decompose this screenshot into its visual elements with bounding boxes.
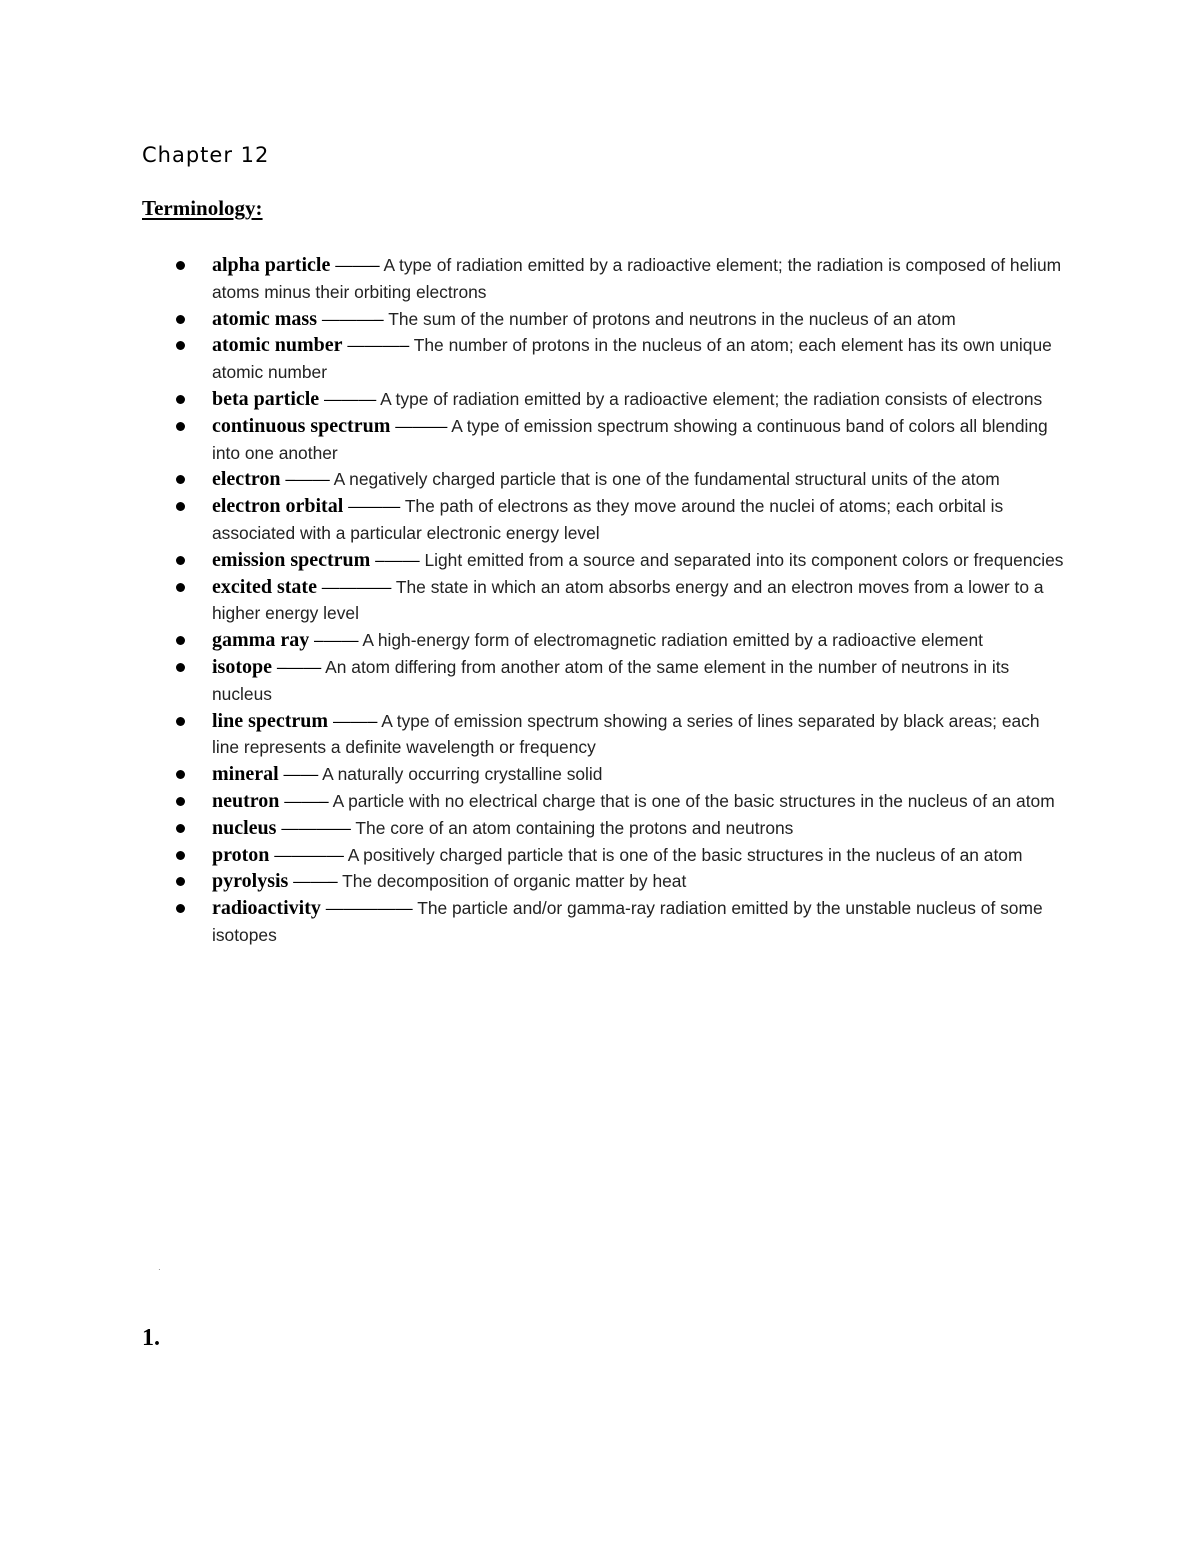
term-dash: ———— [274,844,344,865]
bullet-icon [176,315,185,324]
page-number: 1. [142,1325,160,1351]
term-definition: The number of protons in the nucleus of an atom; each element has its own unique atomic number [212,335,1052,383]
bullet-icon [176,663,185,672]
term-list-item [0,332,1200,386]
term-dash: ———– [321,308,384,329]
term-dash: –—— [314,630,359,651]
term-list-item [0,547,1200,574]
term-definition: The path of electrons as they move around the nuclei of atoms; each orbital is associated with a particular electronic energy level [212,496,1004,543]
bullet-icon [176,422,185,431]
term-definition: A type of emission spectrum showing a continuous band of colors all blending into one another [212,415,1048,463]
bullet-icon [176,904,185,913]
chapter-title: Chapter 12 [142,143,270,167]
term-dash: ——– [293,871,338,892]
term-dash: ————— [325,898,413,919]
term-list-item [0,252,1200,306]
term-definition: The core of an atom containing the protons and neutrons [355,817,794,838]
term-dash: –—— [285,469,330,490]
stray-mark: · [158,1265,161,1274]
bullet-icon [176,341,185,350]
bullet-icon [176,502,185,511]
term-name: atomic mass [212,307,317,330]
bullet-icon [176,797,185,806]
term-list-item [0,842,1200,869]
term-dash: ———— [321,576,392,597]
term-list-item [0,708,1200,762]
term-definition: A type of radiation emitted by a radioactive element; the radiation consists of electrons [380,388,1043,409]
term-definition: Light emitted from a source and separated into its component colors or frequencies [424,549,1064,570]
term-name: emission spectrum [212,548,371,571]
term-name: beta particle [212,387,320,410]
section-heading-terminology: Terminology: [142,196,263,220]
term-dash: ——– [332,710,378,731]
term-name: atomic number [212,334,343,357]
term-definition: A type of radiation emitted by a radioactive element; the radiation is composed of helium atoms minus their orbiting electrons [212,255,1062,302]
term-definition: The state in which an atom absorbs energy and an electron moves from a lower to a higher energy level [212,576,1044,624]
term-list-item [0,413,1200,467]
term-name: alpha particle [212,254,331,276]
bullet-icon [176,770,185,779]
term-dash: ——– [284,790,329,811]
term-name: isotope [212,655,272,678]
term-name: gamma ray [212,629,310,652]
term-name: electron orbital [212,495,344,518]
term-definition: The particle and/or gamma-ray radiation emitted by the unstable nucleus of some isotopes [212,898,1043,945]
bullet-icon [176,636,185,645]
bullet-icon [176,556,185,565]
term-list-item [0,627,1200,654]
term-dash: –—— [276,656,322,677]
term-definition: A negatively charged particle that is one of the fundamental structural units of the atom [333,469,1000,490]
term-name: radioactivity [212,897,321,920]
bullet-icon [176,395,185,404]
terminology-list [0,252,1200,949]
bullet-icon [176,877,185,886]
term-dash: –—— [375,549,420,570]
term-name: neutron [212,789,280,812]
term-list-item [0,868,1200,895]
term-list-item [0,306,1200,333]
term-definition: The decomposition of organic matter by heat [342,871,687,892]
term-name: line spectrum [212,709,329,732]
term-list-item [0,654,1200,708]
bullet-icon [176,475,185,484]
term-list-item [0,815,1200,842]
term-definition: An atom differing from another atom of the same element in the number of neutrons in its nucleus [212,656,1010,704]
bullet-icon [176,583,185,592]
term-definition: A type of emission spectrum showing a series of lines separated by black areas; each line represents a definite wavelength or frequency [212,710,1040,758]
bullet-icon [176,824,185,833]
term-list-item [0,574,1200,628]
term-name: pyrolysis [212,870,289,893]
term-dash: ——— [348,496,401,517]
term-name: proton [212,843,270,866]
term-name: mineral [212,763,279,786]
bullet-icon [176,261,185,270]
term-definition: The sum of the number of protons and neutrons in the nucleus of an atom [388,308,956,329]
term-list-item [0,895,1200,949]
term-list-item [0,761,1200,788]
term-dash: ———– [347,335,410,356]
term-name: nucleus [212,816,277,839]
term-definition: A naturally occurring crystalline solid [322,764,603,785]
term-list-item [0,386,1200,413]
bullet-icon [176,851,185,860]
term-dash: —— [283,764,319,785]
term-name: continuous spectrum [212,414,391,437]
term-list-item [0,493,1200,547]
term-dash: ——– [335,255,380,275]
term-name: excited state [212,575,317,598]
term-dash: ———— [281,817,351,838]
term-definition: A particle with no electrical charge that is one of the basic structures in the nucleus of an atom [332,790,1055,811]
term-list-item [0,788,1200,815]
bullet-icon [176,717,185,726]
term-dash: ——— [395,415,448,436]
term-definition: A high-energy form of electromagnetic radiation emitted by a radioactive element [362,630,983,651]
term-definition: A positively charged particle that is one of the basic structures in the nucleus of an atom [347,844,1023,865]
term-list-item [0,466,1200,493]
term-name: electron [212,468,281,491]
term-dash: ——— [324,388,377,409]
